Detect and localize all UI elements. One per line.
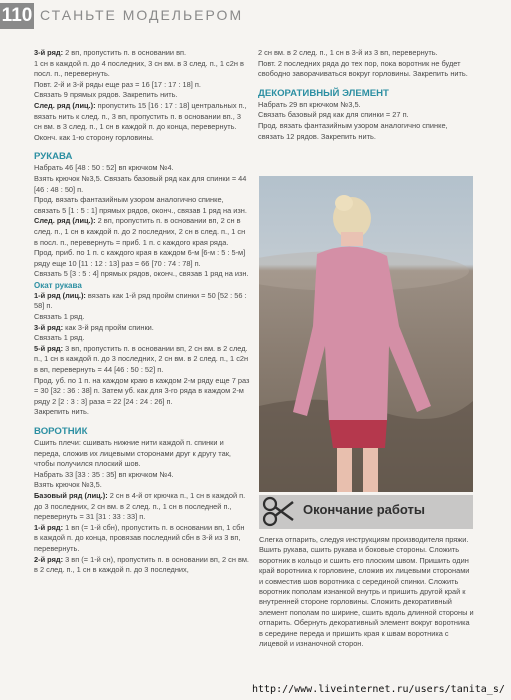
instruction-paragraph (34, 80, 250, 91)
instruction-paragraph (34, 523, 250, 555)
instruction-paragraph (258, 48, 473, 59)
instruction-paragraph (258, 121, 473, 142)
instruction-text: пропустить 15 [16 : 17 : 18] центральных п., вязать нить к след. п., 3 вп, пропустить п. в основании вп., 3 сн вм. в 3 след. п., 1 сн в каждой п. до конца, перевернуть. (34, 100, 247, 132)
instruction-text: 2 вп, пропустить п. в основании вп, 2 сн в след. п., 1 сн в каждой п. до 2 последних, 2 сн в след. п., 1 сн в посл. п., перевернуть = приб. 1 п. с каждого края ряда. (34, 216, 246, 247)
section-heading: ДЕКОРАТИВНЫЙ ЭЛЕМЕНТ (258, 87, 389, 99)
instruction-paragraph (34, 90, 250, 101)
instruction-text: Связать 5 [3 : 5 : 4] прямых рядов, оконч., связав 1 ряд на изн. (34, 269, 249, 279)
instruction-paragraph (34, 438, 250, 470)
finishing-text: Слегка отпарить, следуя инструкциям производителя пряжи. Вшить рукава, сшить рукава и боковые стороны. Сложить воротник в кольцо и сшить его плоским швом. Пришить один край воротника к горловине, сложив их лицевыми сторонами и совместив шов воротника с серединой спинки. Сложить воротник пополам изнанкой внутрь и пришить другой край к внутренней стороне горловины. Сложить декоративный элемент пополам по ширине, сшить вдоль длинной стороны и отпарить. Обернуть декоративный элемент вокруг воротника в середине переда и пришить края к швам воротника с лицевой и изнаночной сторон. (259, 535, 474, 649)
instruction-paragraph (34, 376, 250, 408)
instruction-text: Связать 1 ряд. (34, 333, 85, 343)
instruction-text: Связать 9 прямых рядов. Закрепить нить. (34, 90, 178, 100)
row-label: 2-й ряд: (34, 554, 64, 564)
row-label: 3-й ряд: (34, 48, 64, 57)
page-number: 110 (0, 3, 34, 29)
instruction-paragraph (258, 110, 473, 121)
instruction-paragraph (34, 101, 250, 133)
row-label: 5-й ряд: (34, 343, 64, 353)
instruction-paragraph (258, 100, 473, 111)
instruction-paragraph (258, 59, 473, 80)
section-heading: РУКАВА (34, 151, 73, 163)
instruction-text: 2 сн вм. в 2 след. п., 1 сн в 3-й из 3 вп, перевернуть. (258, 48, 438, 57)
instruction-paragraph (34, 248, 250, 269)
instruction-paragraph (34, 59, 250, 80)
instruction-text: Прод. вязать фантазийным узором аналогично спинке, связать 12 рядов. Закрепить нить. (258, 120, 448, 141)
instruction-paragraph (34, 216, 250, 248)
instruction-text: 1 вп (= 1-й сбн), пропустить п. в основании вп, 1 сбн в каждой п. до конца, провязав последний сбн в 3-й из 3 вп, перевернуть. (34, 522, 245, 553)
instruction-text: Повт. 2-й и 3-й ряды еще раз = 16 [17 : 17 : 18] п. (34, 79, 201, 89)
source-watermark: http://www.liveinternet.ru/users/tanita_s/ (252, 684, 505, 695)
instruction-text: Прод. уб. по 1 п. на каждом краю в каждом 2-м ряду еще 7 раз = 30 [32 : 36 : 38] п. Затем уб. как для 3-го ряда в каждом 2-м ряду 2 [2 : 3 : 3] раза = 22 [24 : 24 : 26] п. (34, 375, 250, 406)
instruction-text: Связать 1 ряд. (34, 312, 85, 322)
instruction-paragraph (34, 291, 250, 312)
section-title: СТАНЬТЕ МОДЕЛЬЕРОМ (40, 7, 244, 23)
instruction-text: Повт. 2 последних ряда до тех пор, пока воротник не будет свободно заворачиваться вокруг горловины. Закрепить нить. (258, 58, 468, 79)
row-label: 1-й ряд (лиц.): (34, 290, 86, 300)
instruction-text: Связать базовый ряд как для спинки = 27 п. (258, 110, 409, 120)
instruction-text: 2 вп, пропустить п. в основании вп. (63, 48, 187, 57)
instruction-paragraph (34, 312, 250, 323)
instruction-text: Прод. вязать фантазийным узором аналогично спинке, связать 5 [1 : 5 : 1] прямых рядов, оконч., связав 1 ряд на изн. (34, 195, 247, 215)
row-label: 1-й ряд: (34, 522, 64, 532)
instruction-text: 3 вп, пропустить п. в основании вп, 2 сн вм. в 2 след. п., 1 сн в каждой п. до 3 последних, 2 сн вм. в 2 след. п., 1 с2н в вп, перевернуть = 44 [46 : 50 : 52] п. (34, 343, 249, 375)
instruction-text: Взять крючок №3,5. (34, 480, 102, 490)
instruction-paragraph (34, 491, 250, 523)
instruction-paragraph (34, 407, 250, 418)
instruction-paragraph (34, 133, 250, 144)
scissors-icon (261, 493, 295, 529)
row-label: Базовый ряд (лиц.): (34, 490, 108, 500)
instruction-paragraph (34, 480, 250, 491)
instruction-paragraph (34, 269, 250, 280)
instruction-text: Сшить плечи: сшивать нижние нити каждой п. спинки и переда, сложив их лицевыми сторонами друг к другу так, чтобы получился плоский шов. (34, 438, 231, 469)
instruction-text: 2 сн в 4-й от крючка п., 1 сн в каждой п. до 3 последних, 2 сн вм. в 2 след. п., 1 сн в последней п., перевернуть = 31 [31 : 33 : 33] п. (34, 490, 246, 522)
subsection-heading: Окат рукава (34, 280, 82, 290)
row-label: 3-й ряд: (34, 322, 64, 332)
instruction-text: Набрать 33 [33 : 35 : 35] вп крючком №4. (34, 469, 174, 479)
instruction-text: Оконч. как 1-ю сторону горловины. (34, 132, 154, 142)
instruction-text: вязать как 1-й ряд пройм спинки = 50 [52 : 56 : 58] п. (34, 290, 247, 311)
instruction-text: Закрепить нить. (34, 407, 89, 417)
instruction-paragraph (34, 470, 250, 481)
instruction-text: Набрать 46 [48 : 50 : 52] вп крючком №4. (34, 163, 174, 173)
instruction-paragraph (34, 163, 250, 174)
instruction-paragraph (34, 174, 250, 195)
instruction-paragraph (34, 555, 250, 576)
instruction-text: Прод. приб. по 1 п. с каждого края в каждом 6-м [6-м : 5 : 5-м] ряду еще 10 [11 : 12 : 13] раз = 66 [70 : 74 : 78] п. (34, 248, 246, 268)
instruction-text: Набрать 29 вп крючком №3,5. (258, 99, 361, 109)
instruction-text: Взять крючок №3,5. Связать базовый ряд как для спинки = 44 [46 : 48 : 50] п. (34, 173, 247, 194)
section-heading: ВОРОТНИК (34, 426, 88, 437)
model-photo (259, 176, 473, 492)
instructions-column-right (258, 48, 473, 142)
instruction-paragraph (34, 344, 250, 376)
instruction-text: как 3-й ряд пройм спинки. (63, 322, 154, 332)
finishing-banner (259, 495, 473, 529)
instruction-text: 1 сн в каждой п. до 4 последних, 3 сн вм. в 3 след. п., 1 с2н в посл. п., перевернуть. (34, 58, 244, 79)
banner-title: Окончание работы (303, 502, 425, 517)
instructions-column-left (34, 48, 250, 576)
row-label: След. ряд (лиц.): (34, 100, 96, 110)
instruction-text: 3 вп (= 1-й сн), пропустить п. в основании вп, 2 сн вм. в 2 след. п., 1 сн в каждой п. до 3 последних, (34, 554, 249, 575)
instruction-paragraph (34, 333, 250, 344)
row-label: След. ряд (лиц.): (34, 216, 96, 226)
instruction-paragraph (34, 323, 250, 334)
instruction-paragraph (34, 48, 250, 59)
instruction-paragraph (34, 195, 250, 216)
page-header (0, 0, 511, 34)
